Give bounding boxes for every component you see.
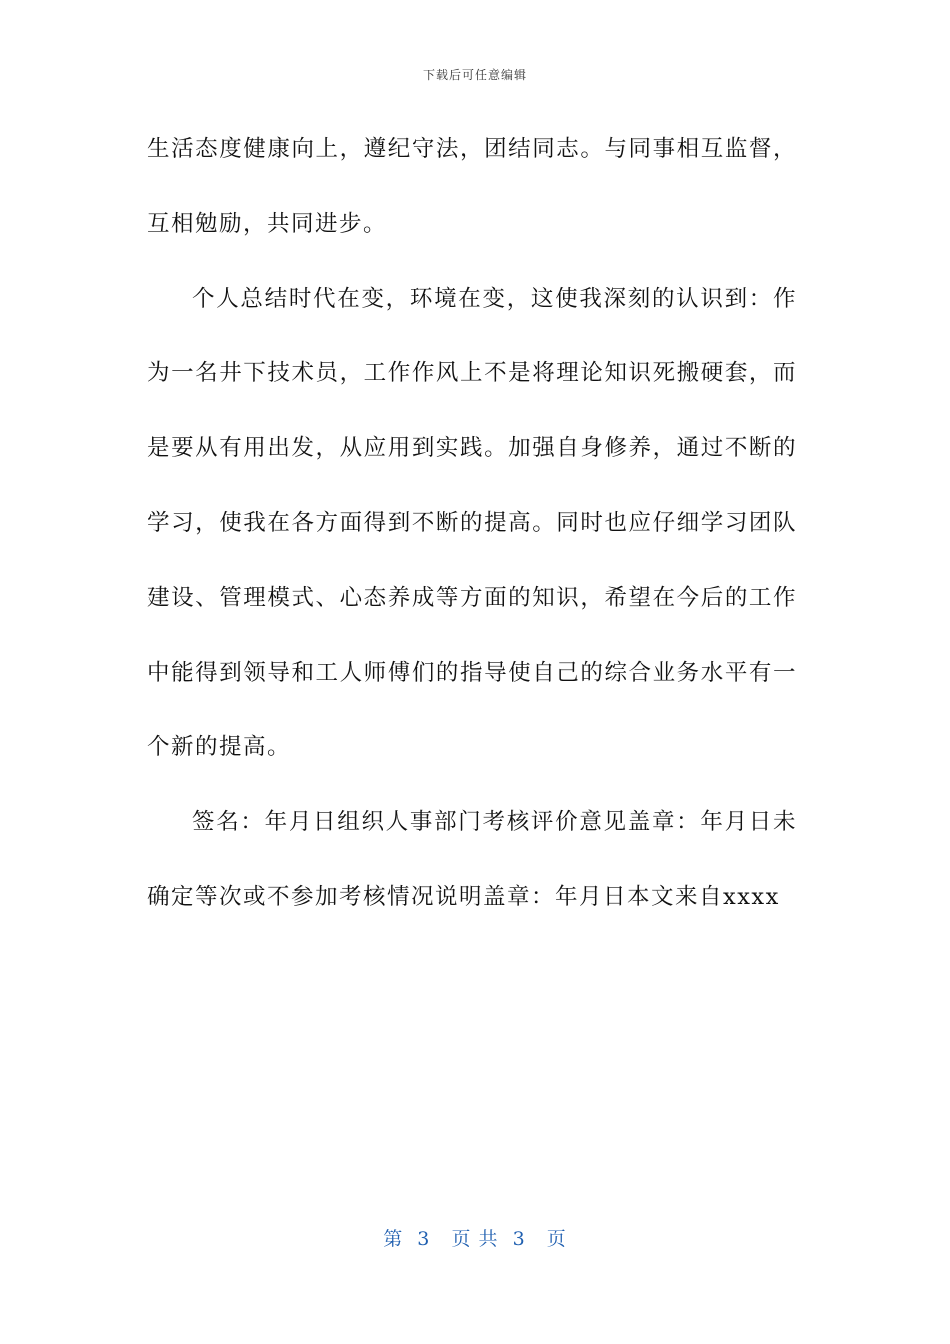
header-note: 下载后可任意编辑 — [422, 68, 527, 82]
paragraph-3: 签名：年月日组织人事部门考核评价意见盖章：年月日未确定等次或不参加考核情况说明盖章：年月日本文来自xxxx — [147, 809, 797, 910]
document-body — [147, 112, 797, 935]
paragraph-2: 个人总结时代在变，环境在变，这使我深刻的认识到：作为一名井下技术员，工作作风上不是将理论知识死搬硬套，而是要从有用出发，从应用到实践。加强自身修养，通过不断的学习，使我在各方面得到不断的提高。同时也应仔细学习团队建设、管理模式、心态养成等方面的知识，希望在今后的工作中能得到领导和工人师傅们的指导使自己的综合业务水平有一个新的提高。 — [147, 285, 797, 761]
paragraph-1: 生活态度健康向上，遵纪守法，团结同志。与同事相互监督，互相勉励，共同进步。 — [147, 136, 797, 237]
page-number-footer: 第 3 页 共 3 页 — [383, 1228, 567, 1250]
